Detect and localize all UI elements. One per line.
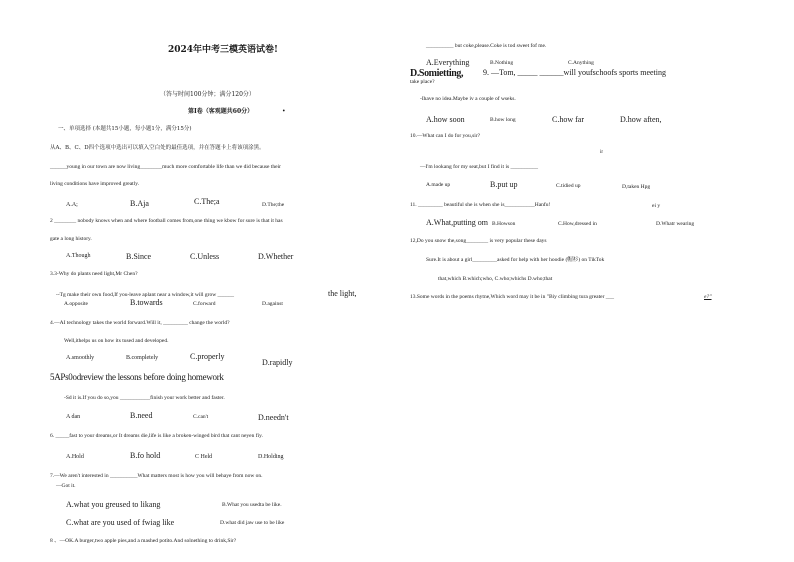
q6-line1: 6. _____fast to your dreams,or It dreams die,life is like a broken-winged bird that cant neyen fiy. [50, 433, 263, 439]
q5-option-b: B.need [130, 411, 153, 420]
q1-option-d: D.The;the [262, 202, 285, 208]
q1-option-c: C.The;a [194, 197, 220, 206]
section1-instruction: 从A、B、C、D四个选项中选出可以填入空白处的最佳选项，并在答题卡上将该项涂黑。 [50, 145, 265, 151]
q3-option-d: D.against [262, 301, 283, 307]
q9-line1: 9. —Tom, _____ ______will youfschoofs sports meeting [483, 68, 666, 77]
q7-option-a: A.what you greused to likang [66, 500, 161, 509]
part1-mark: • [282, 108, 286, 115]
q5-option-a: A dan [66, 414, 81, 420]
q11-mark: ei y [652, 203, 661, 209]
q2-option-c: C.Unless [190, 252, 220, 261]
q7-line1: 7.—We aren't interested in __________What matters most is how you will behaye from now on. [50, 473, 263, 479]
q10-option-d: D,taken Hpg [622, 184, 651, 190]
q2-line2: gate a long history. [50, 236, 92, 242]
q8-option-d: D.Somietting, [410, 68, 464, 79]
q8-line2: __________ but coke,please.Coke is tod sweet fof me. [426, 43, 547, 49]
q9-option-a: A.how soon [426, 115, 465, 124]
q4-option-b: B.completely [126, 355, 159, 361]
q12-line1: 12,Do you snow the,song________ is very popular these days [410, 238, 547, 244]
q4-option-d: D.rapidly [262, 358, 293, 367]
q12-options: that,which B.which;who, C.who;whichs D.who;that [438, 276, 553, 282]
q1-line2: living conditions have improved greatly. [50, 181, 139, 187]
q10-line1: 10.—What can I do for you,sir? [410, 133, 481, 139]
q5-option-c: C.can't [193, 414, 209, 420]
q5-line2: -Sd it is.If you do so,you ___________finish your work better and faster. [64, 395, 225, 401]
q4-line2: Well,ithelps us on how its tused and developed. [64, 338, 169, 344]
q9-line3: -Ihave no idea.Maybe iv a couple of wseks. [420, 96, 516, 102]
q12-line2: Sure.It is about a girl_________asked for help with her hoodie (帽衫) on TikTok [426, 257, 605, 263]
q2-line1: 2 ________ nobody knows when and where football comes from,one thing we kbow for sure is that it has [50, 218, 283, 224]
q7-option-b: B.What you usedta be like. [222, 502, 282, 508]
q3-option-b: B.towards [130, 298, 163, 307]
exam-info: （答与时间100分钟；满分120分） [160, 91, 255, 98]
q5-option-d: D.needn't [258, 413, 289, 422]
q6-option-b: B.fo hold [130, 451, 161, 460]
q11-option-a: A.What,putting om [426, 218, 488, 227]
q9-option-b: B.how long [490, 117, 516, 123]
q3-option-a: A.opposite [64, 301, 88, 307]
q11-option-b: B.Howson [492, 221, 516, 227]
q10-line2: —I'm lookang for my seat,but I find it is __________ [420, 164, 539, 170]
q10-option-b: B.put up [490, 180, 518, 189]
q3-line2: --Tg make their own food,If you-leave aplant near a window,it will grow ______ [56, 292, 235, 298]
q4-option-a: A.smoothly [66, 355, 95, 361]
q8-option-a: A.Everything [426, 58, 470, 67]
q13-line1-end: e?" [704, 294, 712, 300]
q11-line1: 11. _________ beautiful she is when she is___________Hanfu! [410, 202, 551, 208]
part1-heading: 第I卷（客观题共60分） [188, 108, 254, 115]
q11-option-c: C.How,dressed in [558, 221, 597, 227]
q4-option-c: C.properly [190, 352, 225, 361]
q2-option-b: B.Since [126, 252, 152, 261]
section1-heading: 一、单项选择 (本题共15小题，每小题1分，满分15分) [58, 126, 192, 132]
q3-line2-end: the light, [328, 289, 357, 298]
q1-line1: ______young in our town are now living________much more comfortable life than we did because their [50, 164, 281, 170]
q9-line2: take place? [410, 79, 435, 85]
q10-option-c: C.tidied up [556, 183, 581, 189]
q10-mark: ir [600, 150, 604, 155]
q11-option-d: D.Whatr wearing [656, 221, 695, 227]
q7-line2: —Got it. [56, 483, 76, 489]
exam-title: 2024年中考三模英语试卷! [168, 45, 279, 55]
q10-option-a: A.made up [426, 182, 451, 188]
q6-option-d: D.Holding [258, 454, 284, 460]
q4-line1: 4.—AI technology takes the world forward.Will it, _________ change the world? [50, 320, 230, 326]
q1-option-b: B.Aja [130, 199, 149, 208]
q9-option-c: C.how far [552, 115, 584, 124]
q9-option-d: D.how aften, [620, 115, 662, 124]
q13-line1: 13.Some words in the poems rhytne,Which word may it be in "Biy climbing tura greater ___ [410, 294, 615, 300]
q6-option-a: A.Hold [66, 454, 84, 460]
q7-option-c: C.what are you used of fwiag like [66, 518, 175, 527]
q5-line1: 5APs0odreview the lessons before doing homework [50, 372, 224, 382]
q8-option-c: C.Anything [568, 60, 594, 66]
q3-option-c: C.forward [193, 301, 216, 307]
q6-option-c: C Held [195, 454, 213, 460]
q2-option-d: D.Whether [258, 252, 294, 261]
q7-option-d: D.what did jaw use to be like [220, 520, 285, 526]
q8-option-b: B.Nothing [490, 60, 514, 66]
q2-option-a: A.Though [66, 253, 91, 259]
q8-line1: 8 、—OK.A burger,two apple pies,and a mashed potito.And solnething to drink,Sir? [50, 538, 237, 544]
q1-option-a: A.A; [66, 202, 78, 208]
q3-line1: 3.3-Why do plants need light,Mr Chen? [50, 271, 138, 277]
